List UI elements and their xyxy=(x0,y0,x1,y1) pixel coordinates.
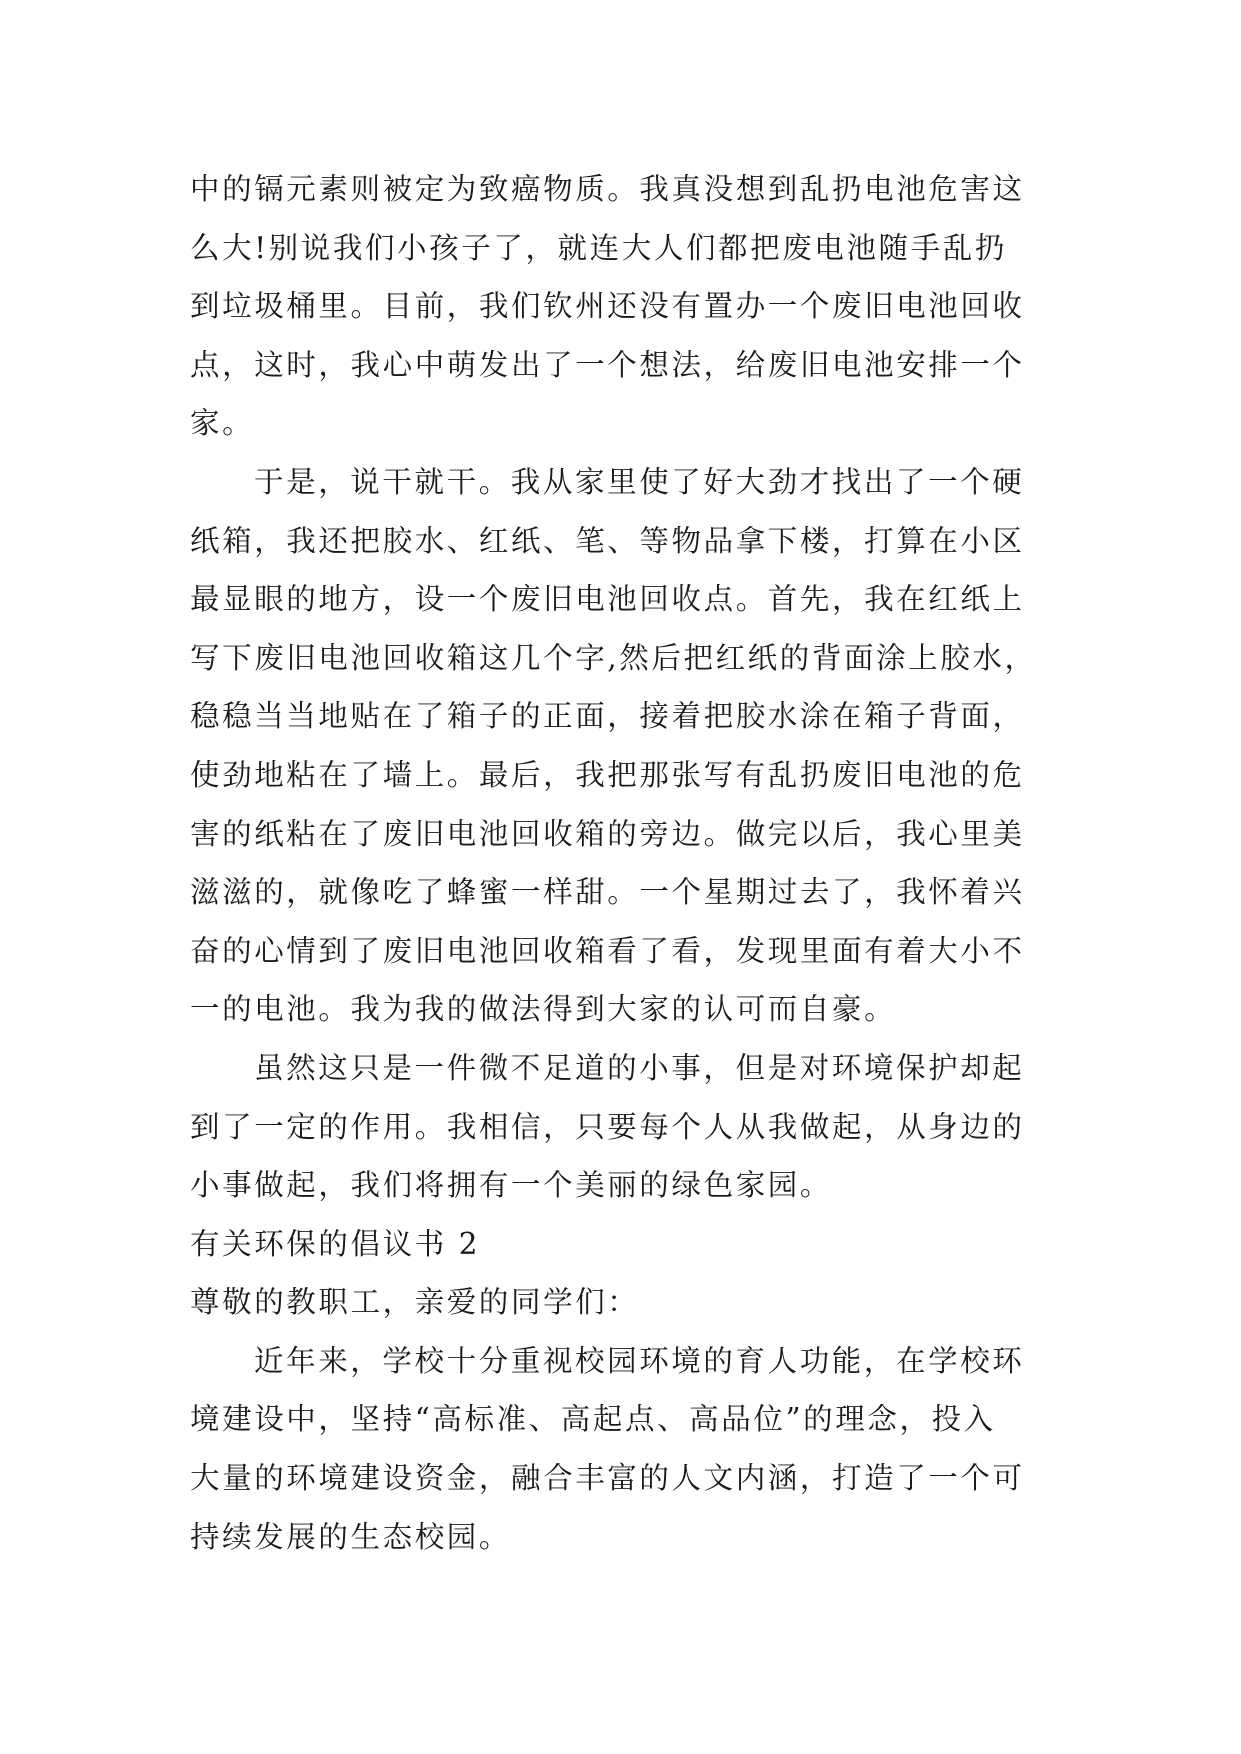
paragraph-first-line: 近年来，学校十分重视校园环境的育人功能，在学校环 xyxy=(254,1343,1025,1378)
salutation: 尊敬的教职工，亲爱的同学们： xyxy=(190,1285,640,1320)
paragraph-first-line: 虽然这只是一件微不足道的小事，但是对环境保护却起 xyxy=(254,1050,1025,1085)
text-line: 到了一定的作用。我相信，只要每个人从我做起，从身边的 xyxy=(190,1109,1025,1144)
text-line: 么大!别说我们小孩子了，就连大人们都把废电池随手乱扔 xyxy=(190,230,1007,265)
text-line: 使劲地粘在了墙上。最后，我把那张写有乱扔废旧电池的危 xyxy=(190,757,1025,792)
section-heading: 有关环保的倡议书 2 xyxy=(190,1226,481,1261)
text-line: 滋滋的，就像吃了蜂蜜一样甜。一个星期过去了，我怀着兴 xyxy=(190,875,1025,910)
text-line: 中的镉元素则被定为致癌物质。我真没想到乱扔电池危害这 xyxy=(190,172,1025,206)
text-line: 奋的心情到了废旧电池回收箱看了看，发现里面有着大小不 xyxy=(190,933,1025,968)
text-line: 稳稳当当地贴在了箱子的正面，接着把胶水涂在箱子背面， xyxy=(190,699,1025,734)
paragraph-first-line: 于是，说干就干。我从家里使了好大劲才找出了一个硬 xyxy=(254,464,1025,499)
text-line: 持续发展的生态校园。 xyxy=(190,1519,512,1554)
text-line: 小事做起，我们将拥有一个美丽的绿色家园。 xyxy=(190,1168,833,1203)
text-line: 害的纸粘在了废旧电池回收箱的旁边。做完以后，我心里美 xyxy=(190,816,1025,851)
text-line: 到垃圾桶里。目前，我们钦州还没有置办一个废旧电池回收 xyxy=(190,289,1025,324)
text-line: 大量的环境建设资金，融合丰富的人文内涵，打造了一个可 xyxy=(190,1461,1025,1496)
text-line: 纸箱，我还把胶水、红纸、笔、等物品拿下楼，打算在小区 xyxy=(190,523,1025,558)
text-line: 家。 xyxy=(190,406,255,441)
text-line: 最显眼的地方，设一个废旧电池回收点。首先，我在红纸上 xyxy=(190,582,1025,617)
text-line: 一的电池。我为我的做法得到大家的认可而自豪。 xyxy=(190,992,897,1027)
text-line: 境建设中，坚持“高标准、高起点、高品位”的理念，投入 xyxy=(190,1402,996,1437)
document-body xyxy=(190,160,1060,1566)
text-line: 写下废旧电池回收箱这几个字,然后把红纸的背面涂上胶水， xyxy=(190,640,1037,675)
text-line: 点，这时，我心中萌发出了一个想法，给废旧电池安排一个 xyxy=(190,347,1025,382)
